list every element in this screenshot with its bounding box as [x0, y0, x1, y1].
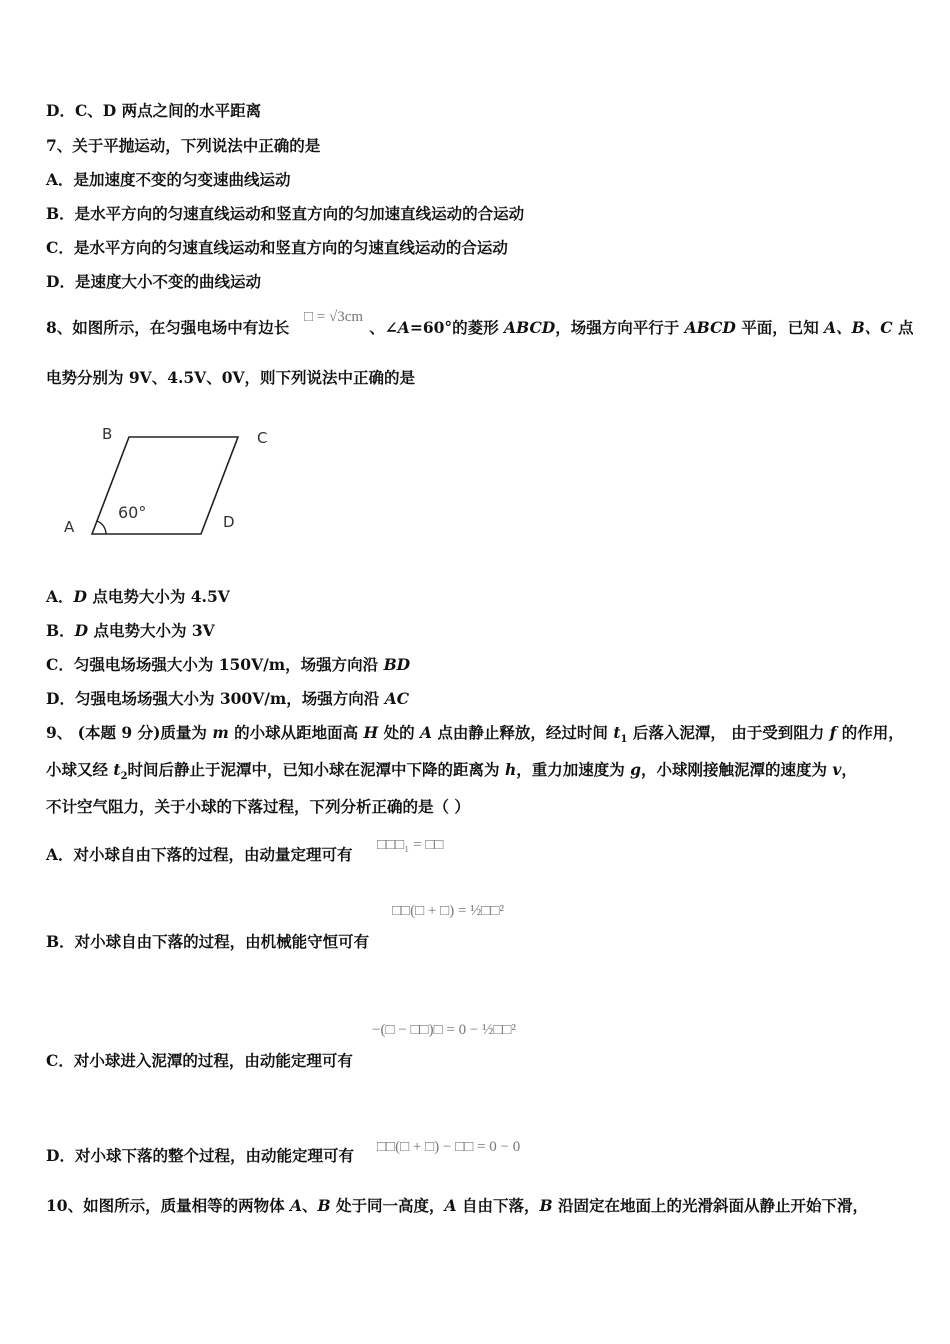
q9-option-c-formula: −(□ − □□)□ = 0 − ½□□²: [372, 1022, 516, 1038]
q8-option-a: A．D 点电势大小为 4.5V: [46, 587, 230, 606]
q7-option-c: C．是水平方向的匀速直线运动和竖直方向的匀速直线运动的合运动: [46, 238, 508, 257]
rhombus-shape: [92, 437, 238, 534]
q7-option-b: B．是水平方向的匀速直线运动和竖直方向的匀加速直线运动的合运动: [46, 204, 525, 223]
q8-side-formula: □ = √3cm: [304, 309, 364, 325]
label-b: B: [102, 425, 113, 443]
q9-line2: 小球又经 $t_2$时间后静止于泥潭中，已知小球在泥潭中下降的距离为 h，重力加速度为 g，小球刚接触泥潭的速度为 v，: [46, 760, 857, 783]
q8-stem-line2: 电势分别为 9V、4.5V、0V，则下列说法中正确的是: [46, 368, 416, 387]
q7-stem: 7、关于平抛运动，下列说法中正确的是: [46, 136, 321, 155]
label-d: D: [223, 513, 235, 531]
q8-option-c: C．匀强电场场强大小为 150V/m，场强方向沿 BD: [46, 655, 411, 674]
angle-arc: [97, 521, 106, 534]
q9-line1: 9、 (本题 9 分)质量为 m 的小球从距地面高 H 处的 A 点由静止释放，经过时间 $t_1$ 后落入泥潭， 由于受到阻力 f 的作用，: [46, 723, 904, 746]
q9-line3: 不计空气阻力，关于小球的下落过程，下列分析正确的是（ ）: [46, 797, 470, 816]
q10-line1: 10、如图所示，质量相等的两物体 A、B 处于同一高度，A 自由下落，B 沿固定在地面上的光滑斜面从静止开始下滑，: [46, 1196, 868, 1215]
q8-rhombus-figure: [58, 420, 288, 550]
q9-option-b: B．对小球自由下落的过程，由机械能守恒可有: [46, 932, 370, 951]
q6-option-d: D．C、D 两点之间的水平距离: [46, 101, 262, 120]
q7-option-d: D．是速度大小不变的曲线运动: [46, 272, 261, 291]
q7-option-a: A．是加速度不变的匀变速曲线运动: [46, 170, 291, 189]
q8-option-b: B．D 点电势大小为 3V: [46, 621, 215, 640]
q9-option-c: C．对小球进入泥潭的过程，由动能定理可有: [46, 1051, 353, 1070]
q9-option-a-formula: □□□₁ = □□: [377, 837, 444, 853]
q8-option-d: D．匀强电场场强大小为 300V/m，场强方向沿 AC: [46, 689, 410, 708]
label-c: C: [257, 429, 268, 447]
q9-option-d-formula: □□(□ + □) − □□ = 0 − 0: [377, 1139, 521, 1155]
label-a: A: [64, 518, 75, 536]
q9-option-a: A．对小球自由下落的过程，由动量定理可有: [46, 845, 353, 864]
q9-option-b-formula: □□(□ + □) = ½□□²: [392, 903, 505, 919]
angle-label: 60°: [118, 503, 147, 522]
q9-option-d: D．对小球下落的整个过程，由动能定理可有: [46, 1146, 354, 1165]
q8-stem-line1: 8、如图所示，在匀强电场中有边长 、∠A=60°的菱形 ABCD，场强方向平行于 ABCD 平面，已知 A、B、C 点: [46, 318, 914, 337]
